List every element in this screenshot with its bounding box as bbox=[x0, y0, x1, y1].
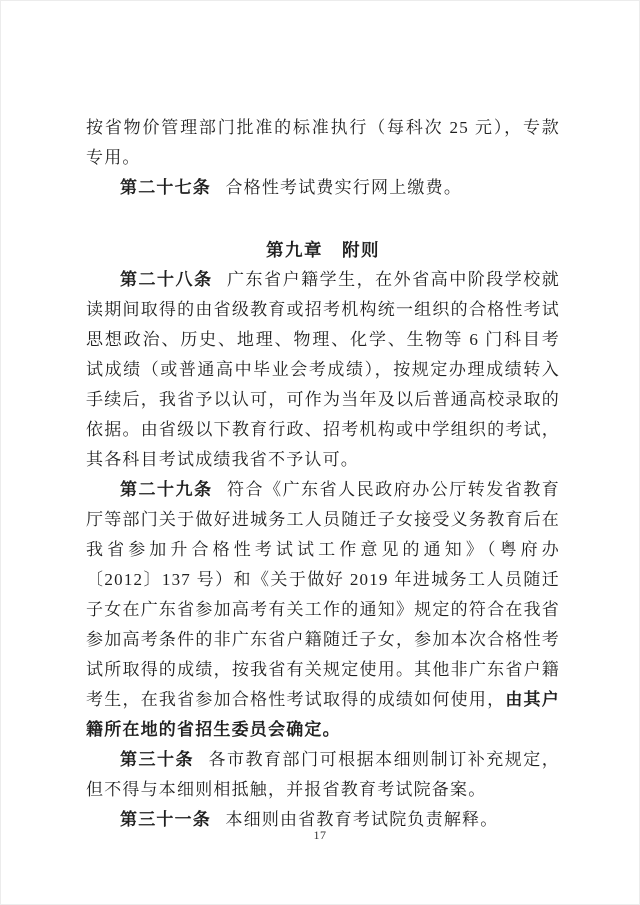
paragraph-continuation bbox=[86, 113, 560, 173]
article-27-term: 第二十七条 bbox=[120, 178, 211, 197]
page-number: 17 bbox=[313, 828, 327, 842]
article-29-body-normal: 符合《广东省人民政府办公厅转发省教育厅等部门关于做好进城务工人员随迁子女接受义务教育后在我省参加升合格性考试试工作意见的通知》（粤府办〔2012〕137 号）和《关于做好 2019 年进城务工人员随迁子女在广东省参加高考有关工作的通知》规定的符合在我省参加高考条件的非广东省户籍随迁子女，参加本次合格性考试所取得的成绩，按我省有关规定使用。其他非广东省户籍考生，在我省参加合格性考试取得的成绩如何使用， bbox=[86, 480, 561, 709]
article-28-body: 广东省户籍学生，在外省高中阶段学校就读期间取得的由省级教育或招考机构统一组织的合格性考试思想政治、历史、地理、物理、化学、生物等 6 门科目考试成绩（或普通高中毕业会考成绩），按规定办理成绩转入手续后，我省予以认可，可作为当年及以后普通高校录取的依据。由省级以下教育行政、招考机构或中学组织的考试，其各科目考试成绩我省不予认可。 bbox=[86, 270, 561, 469]
article-31-term: 第三十一条 bbox=[120, 810, 211, 829]
chapter-9-heading: 第九章 附则 bbox=[266, 240, 380, 260]
article-31-body: 本细则由省教育考试院负责解释。 bbox=[225, 810, 499, 829]
document-body-text bbox=[86, 113, 560, 835]
article-29-term: 第二十九条 bbox=[120, 480, 213, 499]
article-29 bbox=[86, 475, 560, 745]
article-30-body: 各市教育部门可根据本细则制订补充规定，但不得与本细则相抵触，并报省教育考试院备案。 bbox=[86, 750, 560, 799]
article-28 bbox=[86, 265, 560, 475]
article-28-term: 第二十八条 bbox=[120, 270, 213, 289]
article-27 bbox=[86, 173, 560, 203]
article-29-body-bold: 由其户籍所在地的省招生委员会确定。 bbox=[86, 690, 560, 739]
continuation-text: 按省物价管理部门批准的标准执行（每科次 25 元），专款专用。 bbox=[86, 118, 560, 167]
article-30-term: 第三十条 bbox=[120, 750, 195, 769]
article-27-body: 合格性考试费实行网上缴费。 bbox=[225, 178, 463, 197]
article-30 bbox=[86, 745, 560, 805]
